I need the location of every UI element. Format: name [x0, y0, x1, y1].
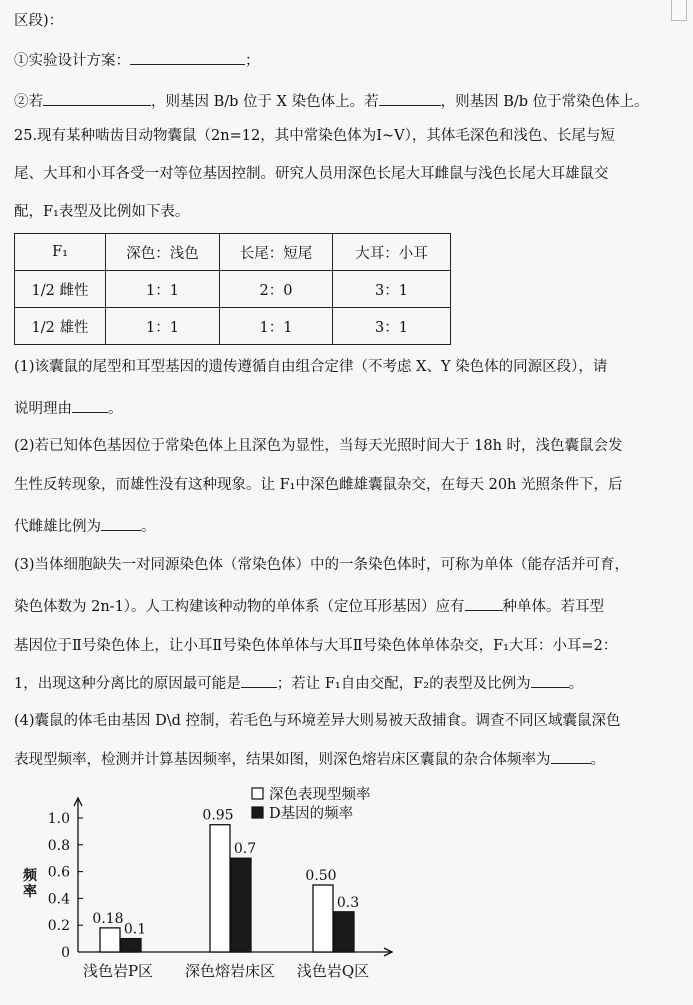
x-tick-label: 浅色岩P区 [82, 962, 154, 980]
bar-dark-phenotype [313, 885, 333, 952]
bar-d-gene [121, 939, 141, 952]
x-tick-label: 深色熔岩床区 [184, 962, 276, 980]
text-span: ②若 [14, 94, 43, 110]
data-label: 0.1 [123, 921, 147, 938]
text-span: 。 [568, 676, 584, 692]
table-cell: 1：1 [220, 308, 333, 345]
data-label: 0.50 [305, 868, 337, 884]
text-span: ，则基因 B/b 位于 X 染色体上。若 [151, 94, 379, 110]
bar-dark-phenotype [210, 825, 230, 952]
part-4-line [14, 749, 683, 770]
answer-blank[interactable] [72, 398, 108, 413]
bar-dark-phenotype [100, 928, 120, 952]
condition-line [14, 91, 683, 112]
x-tick-label: 浅色岩Q区 [296, 962, 370, 980]
table-cell: 3：1 [333, 271, 451, 308]
y-axis-label: 率 [23, 884, 37, 900]
table-row [15, 271, 451, 308]
answer-blank[interactable] [379, 91, 441, 106]
table-cell: 1/2 雌性 [15, 271, 106, 308]
text-span: 。 [590, 752, 605, 768]
text-span: ①实验设计方案： [14, 53, 130, 69]
data-label: 0.7 [233, 841, 257, 858]
text-span: 表现型频率，检测并计算基因频率，结果如图，则深色熔岩床区囊鼠的杂合体频率为 [14, 752, 551, 768]
text-span: ，则基因 B/b 位于常染色体上。 [440, 94, 649, 110]
legend-label: D基因的频率 [269, 806, 354, 822]
table-header-cell: 大耳：小耳 [333, 234, 451, 271]
data-label: 0.18 [92, 910, 124, 927]
question-25-line: 配，F₁表型及比例如下表。 [14, 204, 190, 220]
y-axis-label: 频 [23, 868, 37, 884]
part-2-line: (2)若已知体色基因位于常染色体上且深色为显性，当每天光照时间大于 18h 时，浅色囊鼠会发 [14, 438, 623, 454]
y-tick-label: 1.0 [47, 811, 70, 827]
text-span: 说明理由 [14, 401, 72, 417]
table-header-row [15, 234, 451, 271]
part-1-line: (1)该囊鼠的尾型和耳型基因的遗传遵循自由组合定律（不考虑 X、Y 染色体的同源区段），请 [14, 359, 608, 375]
table-cell: 3：1 [333, 308, 451, 345]
table-header-cell: 深色：浅色 [106, 234, 220, 271]
frequency-chart [0, 780, 693, 1001]
f1-table [14, 233, 451, 345]
part-2-line [14, 516, 683, 537]
y-tick-label: 0.8 [47, 837, 70, 854]
text-span: 种单体。若耳型 [502, 599, 605, 615]
answer-blank[interactable] [551, 749, 591, 764]
data-label: 0.3 [336, 894, 360, 911]
answer-blank[interactable] [241, 673, 277, 688]
text-span: 。 [108, 401, 123, 417]
question-25-line: 25.现有某种啮齿目动物囊鼠（2n=12，其中常染色体为Ⅰ~Ⅴ），其体毛深色和浅色、长尾与短 [14, 128, 615, 144]
bar-d-gene [231, 858, 251, 952]
y-tick-label: 0.2 [47, 918, 70, 935]
text-span: 。 [141, 519, 156, 535]
part-2-line: 生性反转现象，而雄性没有这种现象。让 F₁中深色雌雄囊鼠杂交，在每天 20h 光照条件下，后 [14, 477, 623, 493]
table-cell: 1：1 [106, 271, 220, 308]
table-header-cell: F₁ [15, 234, 106, 271]
legend-label: 深色表现型频率 [269, 787, 371, 803]
answer-blank[interactable] [465, 596, 503, 611]
answer-blank[interactable] [130, 50, 245, 65]
data-label: 0.95 [202, 807, 234, 824]
legend-swatch [252, 807, 263, 818]
question-25-line: 尾、大耳和小耳各受一对等位基因控制。研究人员用深色长尾大耳雌鼠与浅色长尾大耳雄鼠交 [14, 166, 609, 182]
answer-blank[interactable] [101, 516, 141, 531]
table-header-cell: 长尾：短尾 [220, 234, 333, 271]
y-tick-label: 0.6 [47, 864, 70, 881]
answer-blank[interactable] [43, 91, 151, 106]
table-cell: 1：1 [106, 308, 220, 345]
text-span: ；若让 F₁自由交配，F₂的表型及比例为 [276, 676, 531, 692]
text-line: 区段)： [14, 13, 64, 29]
part-1-line [14, 398, 683, 419]
part-3-line: (3)当体细胞缺失一对同源染色体（常染色体）中的一条染色体时，可称为单体（能存活并可育， [14, 557, 630, 573]
text-span: 1，出现这种分离比的原因最可能是 [14, 676, 241, 692]
table-cell: 1/2 雄性 [15, 308, 106, 345]
answer-blank[interactable] [531, 673, 569, 688]
design-line [14, 50, 683, 71]
y-tick-label: 0 [61, 945, 70, 961]
text-span: 代雌雄比例为 [14, 519, 101, 535]
part-3-line [14, 596, 683, 617]
bar-d-gene [334, 912, 354, 952]
bar-chart-svg [0, 780, 693, 1001]
part-4-line: (4)囊鼠的体毛由基因 D\d 控制，若毛色与环境差异大则易被天敌捕食。调查不同区域囊鼠深色 [14, 713, 621, 729]
table-cell: 2：0 [220, 271, 333, 308]
part-3-line [14, 673, 683, 694]
part-3-line: 基因位于Ⅱ号染色体上，让小耳Ⅱ号染色体单体与大耳Ⅱ号染色体单体杂交，F₁大耳：小耳=2： [14, 638, 618, 654]
legend-swatch [252, 788, 263, 799]
text-span: 染色体数为 2n-1）。人工构建该种动物的单体系（定位耳形基因）应有 [14, 599, 465, 615]
text-span: ； [245, 53, 260, 69]
y-tick-label: 0.4 [47, 891, 70, 908]
table-row [15, 308, 451, 345]
